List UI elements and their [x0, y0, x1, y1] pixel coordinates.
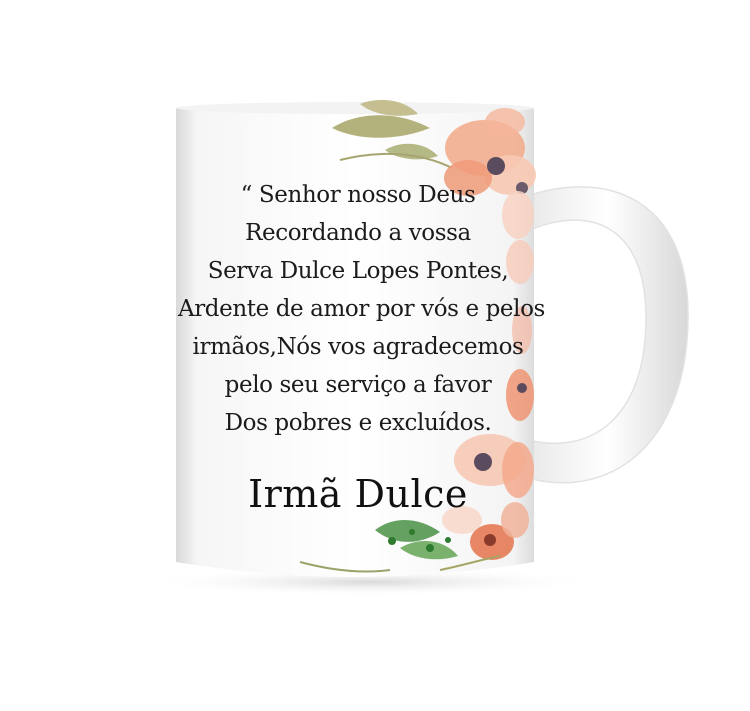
quote-line: “ Senhor nosso Deus	[240, 182, 476, 208]
quote-line: irmãos,Nós vos agradecemos	[192, 334, 524, 360]
quote-line: Serva Dulce Lopes Pontes,	[207, 258, 509, 284]
quote-line: Ardente de amor por vós e pelos	[178, 296, 545, 322]
quote-line: Recordando a vossa	[245, 220, 471, 246]
signature: Irmã Dulce	[248, 472, 468, 516]
quote-line: pelo seu serviço a favor	[224, 372, 492, 398]
quote-text	[178, 176, 545, 442]
mug-handle	[528, 187, 688, 483]
quote-line: Dos pobres e excluídos.	[224, 410, 492, 436]
